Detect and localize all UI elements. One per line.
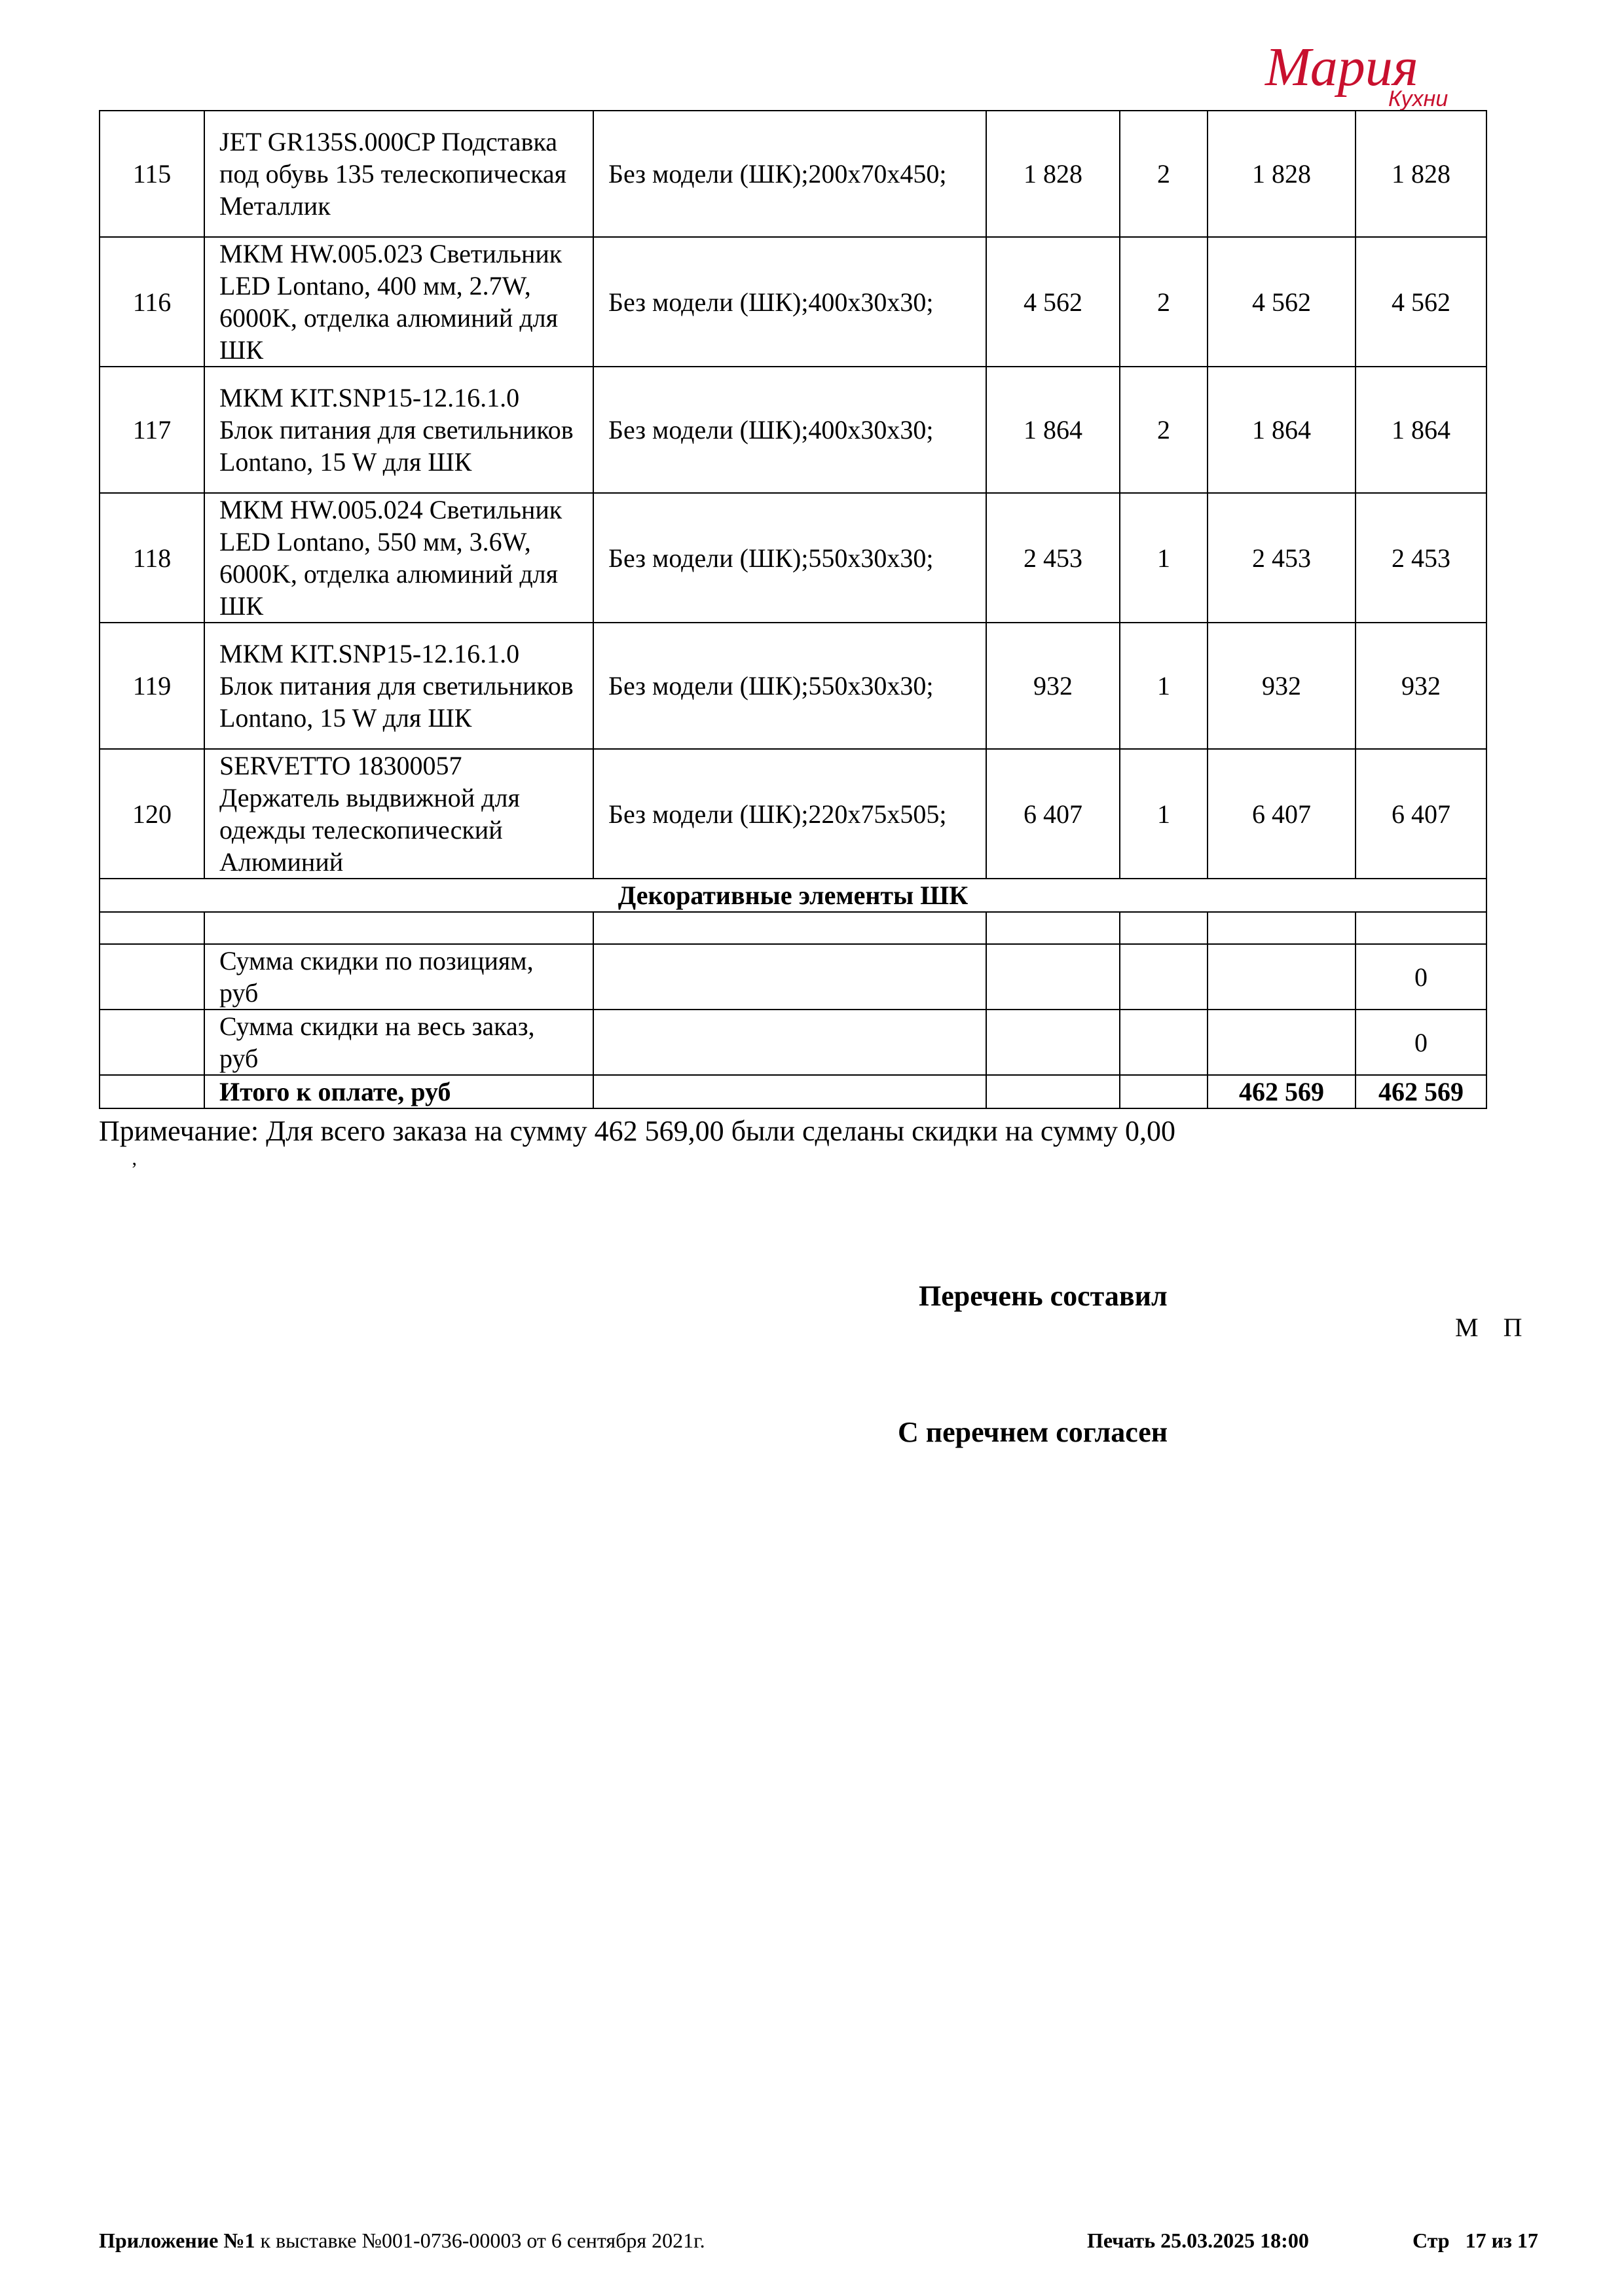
section-row <box>100 879 1486 912</box>
item-number: 115 <box>100 111 204 237</box>
item-total: 1 864 <box>1356 367 1486 493</box>
item-qty: 2 <box>1120 237 1208 367</box>
item-number: 119 <box>100 623 204 749</box>
item-spec: Без модели (ШК);220x75x505; <box>593 749 986 879</box>
item-number: 118 <box>100 493 204 623</box>
item-sum: 1 864 <box>1208 367 1356 493</box>
item-price: 932 <box>986 623 1120 749</box>
item-qty: 2 <box>1120 111 1208 237</box>
discount-positions-row <box>100 944 1486 1010</box>
maria-kitchens-logo <box>1257 34 1532 113</box>
item-sum: 932 <box>1208 623 1356 749</box>
logo-brand-text: Мария <box>1265 37 1418 98</box>
item-spec: Без модели (ШК);200x70x450; <box>593 111 986 237</box>
item-name: МКМ KIT.SNP15-12.16.1.0 Блок питания для светильников Lontano, 15 W для ШК <box>204 367 593 493</box>
compiled-by-label: Перечень составил <box>919 1280 1168 1312</box>
item-price: 2 453 <box>986 493 1120 623</box>
item-number: 117 <box>100 367 204 493</box>
order-items-table <box>99 110 1487 1109</box>
footer-page-number: Стр 17 из 17 <box>1412 2229 1538 2252</box>
item-name: МКМ HW.005.024 Светильник LED Lontano, 550 мм, 3.6W, 6000K, отделка алюминий для ШК <box>204 493 593 623</box>
footer-print-date: Печать 25.03.2025 18:00 <box>1087 2229 1309 2252</box>
discount-positions-value: 0 <box>1356 944 1486 1010</box>
grand-total-row <box>100 1075 1486 1108</box>
item-sum: 4 562 <box>1208 237 1356 367</box>
item-name: SERVETTO 18300057 Держатель выдвижной для одежды телескопический Алюминий <box>204 749 593 879</box>
item-price: 1 864 <box>986 367 1120 493</box>
item-number: 120 <box>100 749 204 879</box>
footer-appendix-bold: Приложение №1 <box>99 2229 255 2252</box>
item-total: 1 828 <box>1356 111 1486 237</box>
item-qty: 1 <box>1120 623 1208 749</box>
item-sum: 1 828 <box>1208 111 1356 237</box>
item-sum: 6 407 <box>1208 749 1356 879</box>
item-qty: 1 <box>1120 749 1208 879</box>
grand-total-sum: 462 569 <box>1208 1075 1356 1108</box>
item-qty: 2 <box>1120 367 1208 493</box>
item-total: 6 407 <box>1356 749 1486 879</box>
item-name: МКМ KIT.SNP15-12.16.1.0 Блок питания для светильников Lontano, 15 W для ШК <box>204 623 593 749</box>
item-qty: 1 <box>1120 493 1208 623</box>
table-row <box>100 493 1486 623</box>
discount-positions-label: Сумма скидки по позициям, руб <box>204 944 593 1010</box>
item-total: 4 562 <box>1356 237 1486 367</box>
discount-order-value: 0 <box>1356 1010 1486 1075</box>
table-row <box>100 237 1486 367</box>
footer-appendix-rest: к выставке №001-0736-00003 от 6 сентября 2021г. <box>255 2229 705 2252</box>
table-row <box>100 111 1486 237</box>
order-note: Примечание: Для всего заказа на сумму 462 569,00 были сделаны скидки на сумму 0,00 <box>99 1115 1175 1147</box>
item-sum: 2 453 <box>1208 493 1356 623</box>
stamp-mark: М П <box>1455 1313 1532 1342</box>
item-number: 116 <box>100 237 204 367</box>
section-title: Декоративные элементы ШК <box>100 879 1486 912</box>
item-name: МКМ HW.005.023 Светильник LED Lontano, 400 мм, 2.7W, 6000K, отделка алюминий для ШК <box>204 237 593 367</box>
item-spec: Без модели (ШК);400x30x30; <box>593 367 986 493</box>
discount-order-label: Сумма скидки на весь заказ, руб <box>204 1010 593 1075</box>
stray-mark: ʼ <box>131 1159 138 1180</box>
table-row <box>100 367 1486 493</box>
item-price: 1 828 <box>986 111 1120 237</box>
table-row <box>100 623 1486 749</box>
item-name: JET GR135S.000CP Подставка под обувь 135 телескопическая Металлик <box>204 111 593 237</box>
grand-total-label: Итого к оплате, руб <box>204 1075 593 1108</box>
item-spec: Без модели (ШК);400x30x30; <box>593 237 986 367</box>
item-total: 932 <box>1356 623 1486 749</box>
grand-total-total: 462 569 <box>1356 1075 1486 1108</box>
footer-appendix <box>99 2227 705 2253</box>
item-spec: Без модели (ШК);550x30x30; <box>593 623 986 749</box>
item-total: 2 453 <box>1356 493 1486 623</box>
item-price: 6 407 <box>986 749 1120 879</box>
discount-order-row <box>100 1010 1486 1075</box>
table-row <box>100 749 1486 879</box>
item-spec: Без модели (ШК);550x30x30; <box>593 493 986 623</box>
logo-subtitle-text: Кухни <box>1388 86 1449 111</box>
item-price: 4 562 <box>986 237 1120 367</box>
empty-row <box>100 912 1486 944</box>
agreed-label: С перечнем согласен <box>898 1416 1168 1448</box>
